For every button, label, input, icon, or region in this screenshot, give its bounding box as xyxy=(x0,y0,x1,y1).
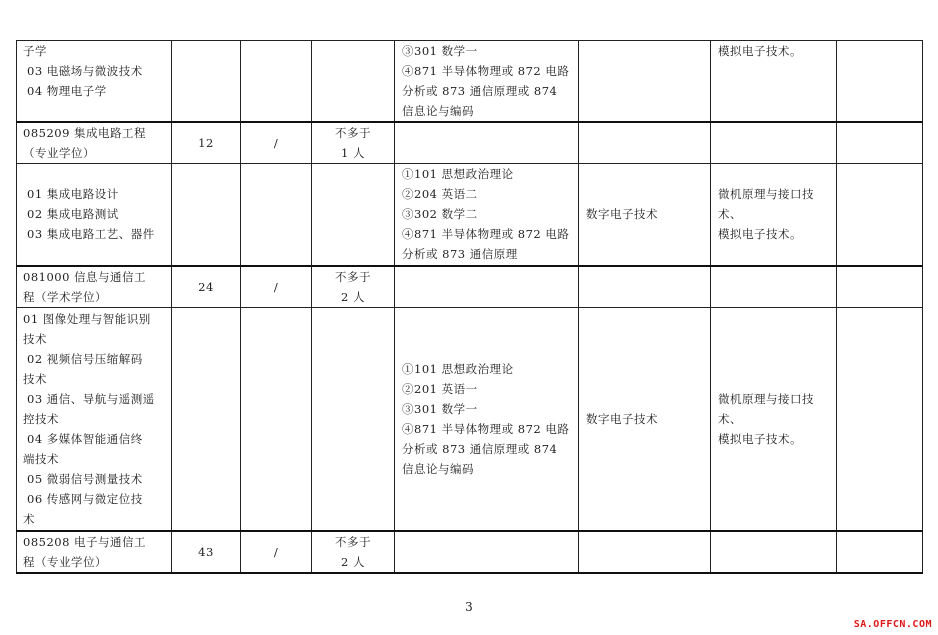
limit-cell xyxy=(312,266,395,308)
exam-subjects-cell xyxy=(395,164,579,266)
research-direction-cell xyxy=(17,164,172,266)
extra-subject-cell xyxy=(711,266,837,308)
exam-subjects-cell xyxy=(395,266,579,308)
major-name-line: 程（专业学位） xyxy=(23,555,107,569)
remark-cell xyxy=(837,307,923,531)
limit-cell xyxy=(312,164,395,266)
limit-cell xyxy=(312,307,395,531)
direction-line: 子学 xyxy=(23,44,47,58)
extra-line: 术、 xyxy=(718,411,742,426)
exam-line: 分析或 873 通信原理 xyxy=(402,247,518,262)
major-name-line: 081000 信息与通信工 xyxy=(23,269,147,284)
exam-line: 分析或 873 通信原理或 874 xyxy=(402,441,558,456)
exempt-cell: / xyxy=(241,531,312,573)
retest-subject-cell: 数字电子技术 xyxy=(579,307,711,531)
exam-line: ②201 英语一 xyxy=(402,381,478,396)
major-name-line: （专业学位） xyxy=(23,146,95,160)
limit-line: 2 人 xyxy=(341,555,365,569)
table-row xyxy=(17,164,923,266)
extra-subject-cell xyxy=(711,41,837,123)
retest-subject-cell xyxy=(579,531,711,573)
major-name-cell xyxy=(17,531,172,573)
extra-subject-cell xyxy=(711,307,837,531)
exam-subjects-cell xyxy=(395,122,579,164)
extra-line: 模拟电子技术。 xyxy=(718,44,802,58)
direction-line: 技术 xyxy=(23,331,47,346)
major-name-line: 程（学术学位） xyxy=(23,289,107,304)
quota-cell xyxy=(172,41,241,123)
exempt-cell: / xyxy=(241,122,312,164)
remark-cell xyxy=(837,531,923,573)
extra-subject-cell xyxy=(711,531,837,573)
exam-line: ③301 数学一 xyxy=(402,44,478,58)
exam-line: 分析或 873 通信原理或 874 xyxy=(402,84,558,98)
quota-cell: 43 xyxy=(172,531,241,573)
table-row xyxy=(17,531,923,573)
extra-line: 模拟电子技术。 xyxy=(718,431,802,446)
direction-line: 03 通信、导航与遥测遥 xyxy=(27,391,155,406)
quota-cell xyxy=(172,307,241,531)
direction-line: 05 微弱信号测量技术 xyxy=(27,471,143,486)
research-direction-cell xyxy=(17,41,172,123)
direction-line: 04 物理电子学 xyxy=(27,84,107,98)
extra-line: 微机原理与接口技 xyxy=(718,391,814,406)
limit-line: 2 人 xyxy=(341,289,365,304)
table-row xyxy=(17,266,923,308)
direction-line: 术 xyxy=(23,511,35,526)
exam-line: 信息论与编码 xyxy=(402,104,474,118)
research-direction-cell xyxy=(17,307,172,531)
direction-line: 端技术 xyxy=(23,451,59,466)
limit-line: 不多于 xyxy=(335,269,371,284)
exam-line: ④871 半导体物理或 872 电路 xyxy=(402,227,570,242)
exam-line: ③301 数学一 xyxy=(402,401,478,416)
direction-line: 01 图像处理与智能识别 xyxy=(23,311,151,326)
quota-cell: 12 xyxy=(172,122,241,164)
limit-line: 不多于 xyxy=(335,535,371,549)
exempt-cell xyxy=(241,307,312,531)
exam-line: ③302 数学二 xyxy=(402,207,478,222)
table-row xyxy=(17,122,923,164)
direction-line: 01 集成电路设计 xyxy=(27,187,119,202)
table-row xyxy=(17,307,923,531)
direction-line: 03 集成电路工艺、器件 xyxy=(27,227,155,242)
extra-subject-cell xyxy=(711,122,837,164)
remark-cell xyxy=(837,164,923,266)
exempt-cell: / xyxy=(241,266,312,308)
major-name-cell xyxy=(17,266,172,308)
direction-line: 控技术 xyxy=(23,411,59,426)
quota-cell: 24 xyxy=(172,266,241,308)
retest-subject-cell xyxy=(579,266,711,308)
major-name-line: 085209 集成电路工程 xyxy=(23,126,147,140)
enrollment-table xyxy=(16,40,923,574)
retest-subject-cell: 数字电子技术 xyxy=(579,164,711,266)
exempt-cell xyxy=(241,41,312,123)
direction-line: 04 多媒体智能通信终 xyxy=(27,431,143,446)
retest-subject-cell xyxy=(579,122,711,164)
direction-line: 03 电磁场与微波技术 xyxy=(27,64,143,78)
exam-line: ①101 思想政治理论 xyxy=(402,361,514,376)
major-name-line: 085208 电子与通信工 xyxy=(23,535,147,549)
table-row xyxy=(17,41,923,123)
limit-cell xyxy=(312,122,395,164)
retest-subject-cell xyxy=(579,41,711,123)
exam-subjects-cell xyxy=(395,41,579,123)
limit-line: 不多于 xyxy=(335,126,371,140)
extra-line: 模拟电子技术。 xyxy=(718,227,802,242)
exempt-cell xyxy=(241,164,312,266)
exam-line: 信息论与编码 xyxy=(402,461,474,476)
limit-line: 1 人 xyxy=(341,146,365,160)
extra-subject-cell xyxy=(711,164,837,266)
exam-subjects-cell xyxy=(395,531,579,573)
direction-line: 02 视频信号压缩解码 xyxy=(27,351,143,366)
extra-line: 术、 xyxy=(718,207,742,222)
direction-line: 02 集成电路测试 xyxy=(27,207,119,222)
extra-line: 微机原理与接口技 xyxy=(718,187,814,202)
remark-cell xyxy=(837,41,923,123)
exam-line: ②204 英语二 xyxy=(402,187,478,202)
exam-line: ④871 半导体物理或 872 电路 xyxy=(402,421,570,436)
exam-subjects-cell xyxy=(395,307,579,531)
direction-line: 技术 xyxy=(23,371,47,386)
page-number: 3 xyxy=(465,600,473,614)
exam-line: ④871 半导体物理或 872 电路 xyxy=(402,64,570,78)
limit-cell xyxy=(312,531,395,573)
quota-cell xyxy=(172,164,241,266)
remark-cell xyxy=(837,266,923,308)
exam-line: ①101 思想政治理论 xyxy=(402,167,514,182)
direction-line: 06 传感网与微定位技 xyxy=(27,491,143,506)
limit-cell xyxy=(312,41,395,123)
watermark: SA.OFFCN.COM xyxy=(853,619,932,630)
major-name-cell xyxy=(17,122,172,164)
remark-cell xyxy=(837,122,923,164)
